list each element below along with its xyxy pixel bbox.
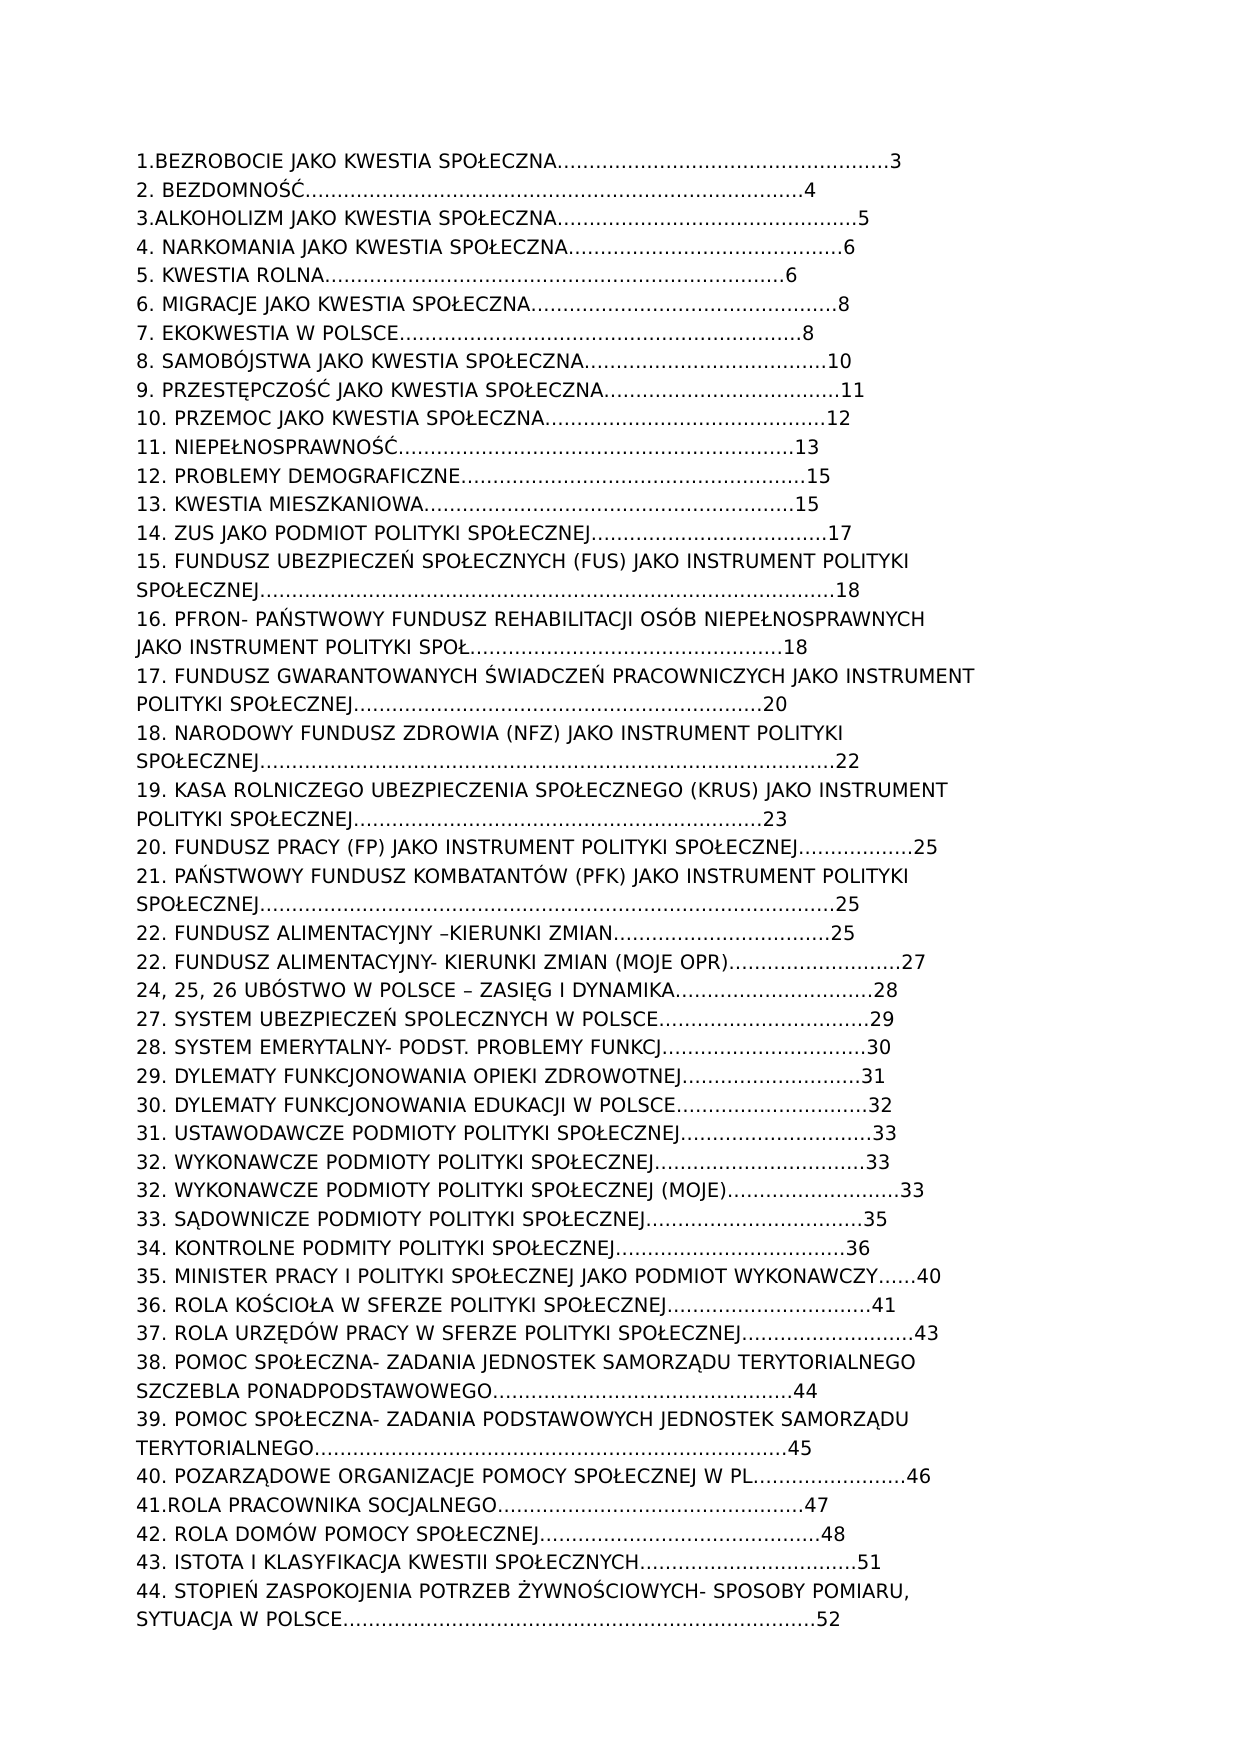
- toc-entry-page-number: 45: [787, 1436, 813, 1460]
- toc-entry[interactable]: [136, 377, 976, 406]
- toc-entry[interactable]: [136, 863, 976, 920]
- toc-entry-page-number: 51: [856, 1551, 882, 1575]
- toc-entry-title: 42. ROLA DOMÓW POMOCY SPOŁECZNEJ: [136, 1522, 540, 1546]
- toc-entry-leader: ...............................................: [492, 1379, 794, 1403]
- toc-entry-page-number: 41: [871, 1293, 897, 1317]
- toc-entry-page-number: 12: [826, 407, 852, 431]
- toc-entry[interactable]: [136, 434, 976, 463]
- toc-entry-title: 13. KWESTIA MIESZKANIOWA: [136, 493, 424, 517]
- toc-entry-page-number: 6: [843, 235, 856, 259]
- toc-entry-leader: ................................: [666, 1293, 872, 1317]
- toc-entry[interactable]: [136, 1292, 976, 1321]
- toc-entry-title: 5. KWESTIA ROLNA: [136, 264, 325, 288]
- toc-entry-page-number: 6: [785, 264, 798, 288]
- toc-entry-leader: ..................................: [645, 1207, 864, 1231]
- toc-entry-leader: ..........................................................................................: [259, 893, 836, 917]
- toc-entry-page-number: 18: [782, 636, 808, 660]
- toc-entry-leader: ................................................................: [353, 693, 763, 717]
- toc-entry-title: 1.BEZROBOCIE JAKO KWESTIA SPOŁECZNA: [136, 150, 557, 173]
- toc-entry-title: 2. BEZDOMNOŚĆ: [136, 178, 305, 202]
- toc-entry-title: 17. FUNDUSZ GWARANTOWANYCH ŚWIADCZEŃ PRACOWNICZYCH JAKO INSTRUMENT POLITYKI SPOŁECZNEJ: [136, 664, 975, 717]
- toc-entry[interactable]: [136, 262, 976, 291]
- toc-entry-leader: ..........................................................................: [342, 1608, 816, 1632]
- toc-entry-leader: .................................: [658, 1007, 870, 1031]
- toc-entry-page-number: 44: [793, 1379, 819, 1403]
- toc-entry-page-number: 33: [872, 1122, 898, 1146]
- toc-entry-leader: ..................................: [639, 1551, 857, 1575]
- toc-entry-leader: ...........................................: [567, 235, 844, 259]
- toc-entry-title: 35. MINISTER PRACY I POLITYKI SPOŁECZNEJ JAKO PODMIOT WYKONAWCZY: [136, 1265, 879, 1289]
- toc-entry[interactable]: [136, 1578, 976, 1635]
- toc-entry-leader: ..........................................................................: [313, 1436, 788, 1460]
- toc-entry[interactable]: [136, 1206, 976, 1235]
- toc-entry-page-number: 33: [865, 1150, 891, 1174]
- toc-entry-title: 41.ROLA PRACOWNIKA SOCJALNEGO: [136, 1493, 498, 1517]
- toc-entry[interactable]: [136, 520, 976, 549]
- toc-entry-title: 19. KASA ROLNICZEGO UBEZPIECZENIA SPOŁECZNEGO (KRUS) JAKO INSTRUMENT POLITYKI SPOŁECZNEJ: [136, 779, 948, 831]
- toc-entry-title: 3.ALKOHOLIZM JAKO KWESTIA SPOŁECZNA: [136, 207, 557, 231]
- toc-entry-leader: ..................................: [612, 922, 831, 946]
- toc-entry-page-number: 17: [827, 521, 853, 545]
- toc-entry[interactable]: [136, 920, 976, 949]
- toc-entry[interactable]: [136, 1034, 976, 1063]
- toc-entry[interactable]: [136, 205, 976, 234]
- toc-entry-leader: .................................................: [469, 636, 783, 660]
- toc-entry-leader: ..........................................................................................: [259, 578, 836, 602]
- toc-entry[interactable]: [136, 548, 976, 605]
- toc-entry[interactable]: [136, 663, 976, 720]
- toc-entry-page-number: 52: [816, 1608, 842, 1632]
- toc-entry-title: 39. POMOC SPOŁECZNA- ZADANIA PODSTAWOWYCH JEDNOSTEK SAMORZĄDU TERYTORIALNEGO: [136, 1408, 910, 1460]
- toc-entry-page-number: 20: [762, 693, 788, 717]
- table-of-contents: [136, 148, 976, 1635]
- toc-entry-leader: ..............................: [675, 1093, 868, 1117]
- toc-entry-page-number: 13: [794, 435, 820, 459]
- toc-entry-title: 24, 25, 26 UBÓSTWO W POLSCE – ZASIĘG I DYNAMIKA: [136, 979, 675, 1003]
- toc-entry-title: 30. DYLEMATY FUNKCJONOWANIA EDUKACJI W POLSCE: [136, 1093, 676, 1117]
- toc-entry[interactable]: [136, 1406, 976, 1463]
- toc-entry-page-number: 32: [867, 1093, 893, 1117]
- toc-entry-leader: ......................................: [583, 350, 828, 374]
- toc-entry-page-number: 8: [837, 292, 851, 316]
- toc-entry[interactable]: [136, 320, 976, 349]
- toc-entry-page-number: 11: [840, 378, 866, 402]
- toc-entry-page-number: 47: [804, 1493, 830, 1517]
- toc-entry-leader: ..............................................................................: [304, 178, 804, 202]
- toc-entry-leader: .....................................: [603, 378, 841, 402]
- toc-entry-page-number: 43: [914, 1322, 940, 1346]
- toc-entry-page-number: 40: [916, 1265, 942, 1289]
- toc-entry[interactable]: [136, 1120, 976, 1149]
- toc-entry-title: 14. ZUS JAKO PODMIOT POLITYKI SPOŁECZNEJ: [136, 521, 591, 545]
- toc-entry-page-number: 10: [827, 350, 853, 374]
- toc-entry-title: 10. PRZEMOC JAKO KWESTIA SPOŁECZNA: [136, 407, 545, 431]
- toc-entry-page-number: 27: [901, 950, 927, 974]
- toc-entry-title: 37. ROLA URZĘDÓW PRACY W SFERZE POLITYKI SPOŁECZNEJ: [136, 1322, 742, 1346]
- toc-entry[interactable]: [136, 348, 976, 377]
- toc-entry-page-number: 22: [835, 750, 861, 774]
- toc-entry[interactable]: [136, 1320, 976, 1349]
- toc-entry-leader: ................................................................: [353, 807, 763, 831]
- toc-entry-title: 8. SAMOBÓJSTWA JAKO KWESTIA SPOŁECZNA: [136, 350, 584, 374]
- toc-entry-title: 29. DYLEMATY FUNKCJONOWANIA OPIEKI ZDROWOTNEJ: [136, 1065, 682, 1088]
- toc-entry-page-number: 29: [869, 1007, 895, 1031]
- toc-entry-leader: ...........................: [727, 1179, 900, 1203]
- toc-entry[interactable]: [136, 1263, 976, 1292]
- toc-entry-page-number: 28: [873, 979, 899, 1003]
- toc-entry[interactable]: [136, 606, 976, 663]
- toc-entry-title: 9. PRZESTĘPCZOŚĆ JAKO KWESTIA SPOŁECZNA: [136, 378, 604, 402]
- toc-entry-page-number: 18: [835, 578, 861, 602]
- toc-entry-leader: ..........................................................: [423, 493, 795, 517]
- toc-entry-leader: ......................................................: [460, 464, 807, 488]
- toc-entry[interactable]: [136, 491, 976, 520]
- toc-entry-leader: ...........................: [728, 950, 902, 974]
- toc-entry[interactable]: [136, 463, 976, 492]
- toc-entry-page-number: 33: [899, 1179, 925, 1203]
- toc-entry-page-number: 31: [860, 1065, 886, 1088]
- toc-entry[interactable]: [136, 1177, 976, 1206]
- toc-entry-title: 22. FUNDUSZ ALIMENTACYJNY –KIERUNKI ZMIAN: [136, 922, 613, 946]
- toc-entry-leader: ..................: [798, 836, 914, 860]
- toc-entry-leader: ...........................: [741, 1322, 915, 1346]
- toc-entry-title: 38. POMOC SPOŁECZNA- ZADANIA JEDNOSTEK SAMORZĄDU TERYTORIALNEGO SZCZEBLA PONADPODSTAWOWEGO: [136, 1350, 916, 1403]
- toc-entry-title: 22. FUNDUSZ ALIMENTACYJNY- KIERUNKI ZMIAN (MOJE OPR): [136, 950, 729, 974]
- toc-entry-title: 6. MIGRACJE JAKO KWESTIA SPOŁECZNA: [136, 292, 531, 316]
- toc-entry-page-number: 25: [835, 893, 861, 917]
- toc-entry-page-number: 23: [762, 807, 788, 831]
- toc-entry-title: 32. WYKONAWCZE PODMIOTY POLITYKI SPOŁECZNEJ: [136, 1150, 655, 1174]
- toc-entry-title: 15. FUNDUSZ UBEZPIECZEŃ SPOŁECZNYCH (FUS) JAKO INSTRUMENT POLITYKI SPOŁECZNEJ: [136, 550, 910, 602]
- toc-entry-page-number: 8: [802, 321, 815, 345]
- toc-entry[interactable]: [136, 1349, 976, 1406]
- toc-entry-page-number: 48: [820, 1522, 846, 1546]
- toc-entry-leader: ......: [878, 1265, 917, 1289]
- toc-entry-title: 20. FUNDUSZ PRACY (FP) JAKO INSTRUMENT POLITYKI SPOŁECZNEJ: [136, 836, 799, 860]
- toc-entry-page-number: 15: [794, 493, 820, 517]
- toc-entry[interactable]: [136, 1463, 976, 1492]
- toc-entry-title: 21. PAŃSTWOWY FUNDUSZ KOMBATANTÓW (PFK) JAKO INSTRUMENT POLITYKI SPOŁECZNEJ: [136, 864, 909, 917]
- toc-entry-title: 32. WYKONAWCZE PODMIOTY POLITYKI SPOŁECZNEJ (MOJE): [136, 1179, 728, 1203]
- toc-entry-page-number: 36: [845, 1236, 871, 1260]
- toc-entry-title: 16. PFRON- PAŃSTWOWY FUNDUSZ REHABILITACJI OSÓB NIEPEŁNOSPRAWNYCH JAKO INSTRUMENT POLITYKI SPOŁ: [136, 607, 926, 660]
- toc-entry[interactable]: [136, 777, 976, 834]
- toc-entry-title: 11. NIEPEŁNOSPRAWNOŚĆ: [136, 435, 398, 459]
- toc-entry-title: 34. KONTROLNE PODMITY POLITYKI SPOŁECZNEJ: [136, 1236, 616, 1260]
- toc-entry[interactable]: [136, 977, 976, 1006]
- toc-entry-leader: ................................................: [530, 292, 838, 316]
- toc-entry-leader: ............................: [681, 1065, 861, 1088]
- toc-entry-leader: ..............................: [680, 1122, 873, 1146]
- toc-entry[interactable]: [136, 834, 976, 863]
- toc-entry[interactable]: [136, 720, 976, 777]
- toc-entry-leader: ...............................: [674, 979, 874, 1003]
- toc-entry-leader: ............................................: [539, 1522, 821, 1546]
- toc-entry-title: 4. NARKOMANIA JAKO KWESTIA SPOŁECZNA: [136, 235, 568, 259]
- toc-entry[interactable]: [136, 1549, 976, 1578]
- toc-entry-page-number: 35: [863, 1207, 889, 1231]
- toc-entry-leader: ...............................................................: [398, 321, 803, 345]
- toc-entry-title: 7. EKOKWESTIA W POLSCE: [136, 321, 399, 345]
- toc-entry[interactable]: [136, 1235, 976, 1264]
- toc-entry-leader: ............................................: [544, 407, 827, 431]
- toc-entry-title: 44. STOPIEŃ ZASPOKOJENIA POTRZEB ŻYWNOŚCIOWYCH- SPOSOBY POMIARU, SYTUACJA W POLSCE: [136, 1579, 910, 1632]
- toc-entry-title: 40. POZARZĄDOWE ORGANIZACJE POMOCY SPOŁECZNEJ W PL: [136, 1465, 753, 1489]
- toc-entry[interactable]: [136, 1149, 976, 1178]
- toc-entry-page-number: 5: [857, 207, 871, 231]
- toc-entry-page-number: 4: [803, 178, 817, 202]
- toc-entry-leader: .....................................: [590, 521, 828, 545]
- toc-entry[interactable]: [136, 177, 976, 206]
- toc-entry-title: 36. ROLA KOŚCIOŁA W SFERZE POLITYKI SPOŁECZNEJ: [136, 1293, 667, 1317]
- toc-entry-title: 31. USTAWODAWCZE PODMIOTY POLITYKI SPOŁECZNEJ: [136, 1122, 681, 1146]
- toc-entry-leader: ...............................................: [556, 207, 858, 231]
- toc-entry-leader: ....................................: [615, 1236, 846, 1260]
- toc-entry-title: 33. SĄDOWNICZE PODMIOTY POLITYKI SPOŁECZNEJ: [136, 1207, 646, 1231]
- toc-entry[interactable]: [136, 234, 976, 263]
- toc-entry-page-number: 25: [830, 922, 856, 946]
- toc-entry-leader: ................................: [661, 1036, 867, 1060]
- toc-entry[interactable]: [136, 1521, 976, 1550]
- toc-entry-page-number: 3: [889, 150, 903, 173]
- toc-entry-leader: ........................................................................: [324, 264, 786, 288]
- toc-entry[interactable]: [136, 1492, 976, 1521]
- toc-entry-leader: ........................: [752, 1465, 907, 1489]
- toc-entry-title: 12. PROBLEMY DEMOGRAFICZNE: [136, 464, 461, 488]
- toc-entry-leader: ................................................: [497, 1493, 805, 1517]
- toc-entry-title: 43. ISTOTA I KLASYFIKACJA KWESTII SPOŁECZNYCH: [136, 1551, 640, 1575]
- toc-entry-leader: ..........................................................................................: [259, 750, 836, 774]
- toc-entry-page-number: 30: [866, 1036, 892, 1060]
- toc-entry[interactable]: [136, 1006, 976, 1035]
- toc-entry[interactable]: [136, 949, 976, 978]
- toc-entry[interactable]: [136, 291, 976, 320]
- toc-entry-leader: ....................................................: [556, 150, 890, 173]
- toc-entry[interactable]: [136, 148, 976, 177]
- toc-entry-title: 27. SYSTEM UBEZPIECZEŃ SPOLECZNYCH W POLSCE: [136, 1007, 659, 1031]
- toc-entry-leader: .................................: [654, 1150, 866, 1174]
- toc-entry-title: 28. SYSTEM EMERYTALNY- PODST. PROBLEMY FUNKCJ: [136, 1036, 662, 1060]
- toc-entry-page-number: 25: [913, 836, 939, 860]
- toc-entry[interactable]: [136, 405, 976, 434]
- toc-entry-title: 18. NARODOWY FUNDUSZ ZDROWIA (NFZ) JAKO INSTRUMENT POLITYKI SPOŁECZNEJ: [136, 721, 844, 774]
- toc-entry-leader: ..............................................................: [397, 435, 795, 459]
- toc-entry-page-number: 46: [906, 1465, 932, 1489]
- toc-entry[interactable]: [136, 1092, 976, 1121]
- toc-entry-page-number: 15: [806, 464, 832, 488]
- toc-entry[interactable]: [136, 1063, 976, 1092]
